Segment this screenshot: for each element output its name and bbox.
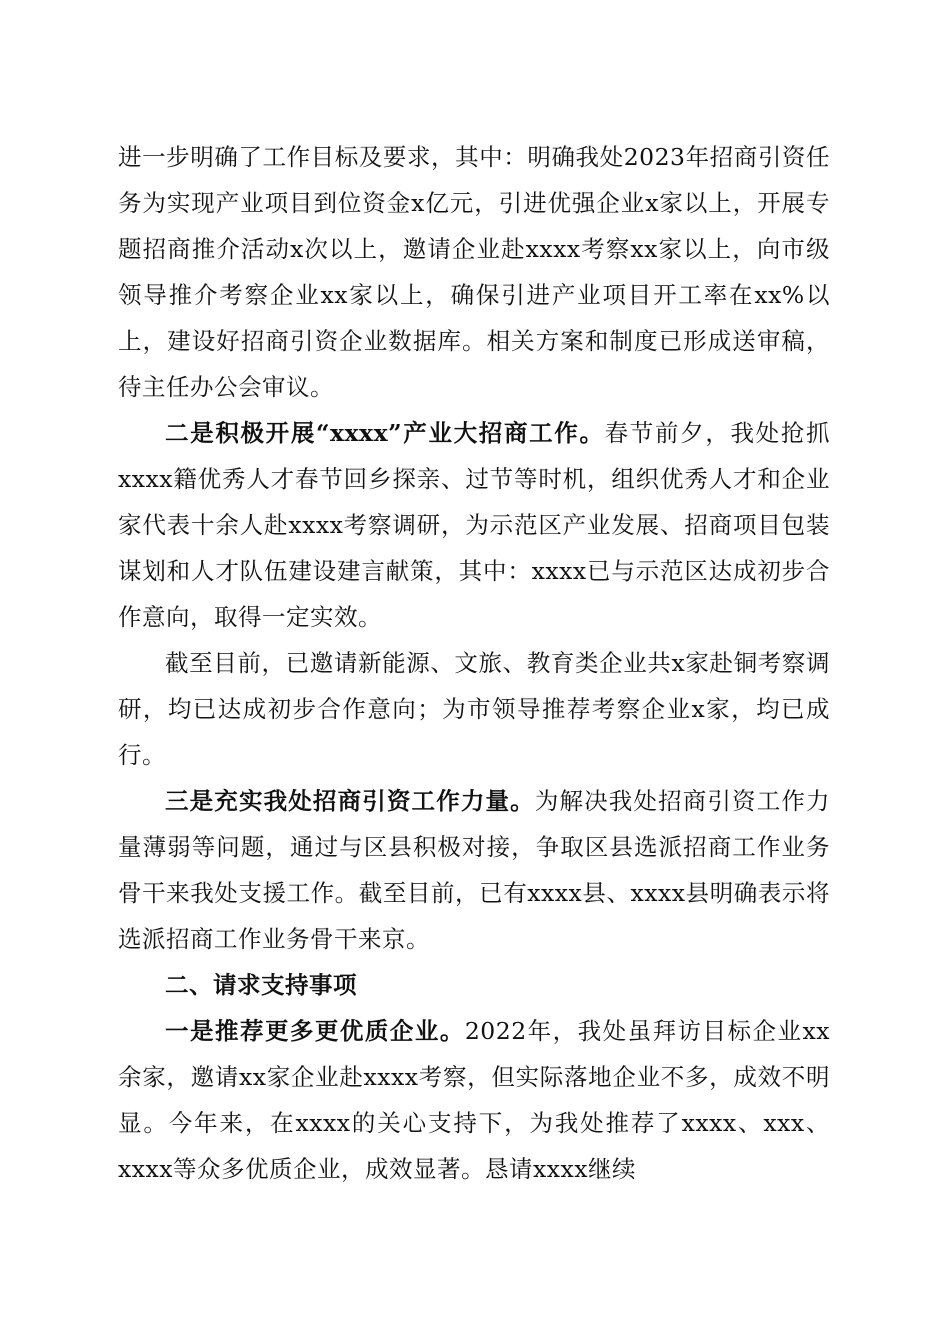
paragraph-work-goals xyxy=(118,134,830,410)
paragraph-text: 进一步明确了工作目标及要求，其中：明确我处2023年招商引资任务为实现产业项目到位资金x亿元，引进优强企业x家以上，开展专题招商推介活动x次以上，邀请企业赴xxxx考察xx家以上，向市级领导推介考察企业xx家以上，确保引进产业项目开工率在xx%以上，建设好招商引资企业数据库。相关方案和制度已形成送审稿，待主任办公会审议。 xyxy=(118,143,830,401)
paragraph-text: 截至目前，已邀请新能源、文旅、教育类企业共x家赴铜考察调研，均已达成初步合作意向；为市领导推荐考察企业x家，均已成行。 xyxy=(118,649,830,769)
paragraph-text: 为解决我处招商引资工作力量薄弱等问题，通过与区县积极对接，争取区县选派招商工作业务骨干来我处支援工作。截至目前，已有xxxx县、xxxx县明确表示将选派招商工作业务骨干来京。 xyxy=(118,787,831,953)
paragraph-lead: 一是推荐更多更优质企业。 xyxy=(165,1017,465,1045)
paragraph-text: 2022年，我处虽拜访目标企业xx余家，邀请xx家企业赴xxxx考察，但实际落地企业不多，成效不明显。今年来，在xxxx的关心支持下，为我处推荐了xxxx、xxx、xxxx等众多优质企业，成效显著。恳请xxxx继续 xyxy=(118,1017,830,1183)
paragraph-staffing xyxy=(118,778,830,962)
paragraph-investment-campaign xyxy=(118,410,830,640)
paragraph-progress-to-date xyxy=(118,640,830,778)
section-heading: 二、请求支持事项 xyxy=(165,971,357,999)
paragraph-lead: 三是充实我处招商引资工作力量。 xyxy=(165,787,535,815)
paragraph-lead: 二是积极开展“xxxx”产业大招商工作。 xyxy=(165,419,605,447)
paragraph-text: 春节前夕，我处抢抓xxxx籍优秀人才春节回乡探亲、过节等时机，组织优秀人才和企业家代表十余人赴xxxx考察调研，为示范区产业发展、招商项目包装谋划和人才队伍建设建言献策，其中：xxxx已与示范区达成初步合作意向，取得一定实效。 xyxy=(118,419,831,631)
paragraph-recommend-enterprises xyxy=(118,1008,830,1192)
document-body xyxy=(118,134,830,1192)
